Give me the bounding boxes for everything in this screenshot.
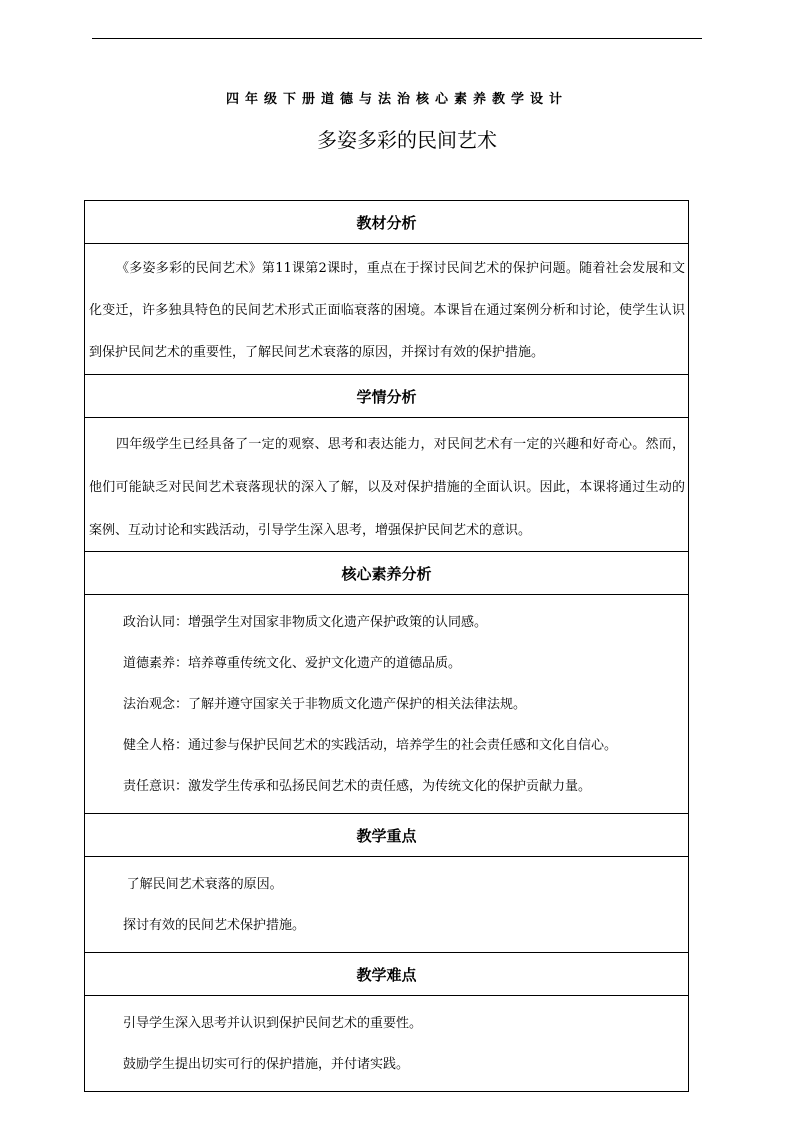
section-heading-difficulties: 教学难点 [85,953,689,996]
list-item: 责任意识：激发学生传承和弘扬民间艺术的责任感，为传统文化的保护贡献力量。 [123,778,592,793]
section-heading-core: 核心素养分析 [85,552,689,595]
section-body-key-points [85,857,689,953]
section-body-core [85,595,689,814]
section-heading-material: 教材分析 [85,201,689,244]
section-heading-students: 学情分析 [85,375,689,418]
list-item: 探讨有效的民间艺术保护措施。 [123,917,306,932]
student-analysis-text: 四年级学生已经具备了一定的观察、思考和表达能力，对民间艺术有一定的兴趣和好奇心。然而，他们可能缺乏对民间艺术衰落现状的深入了解，以及对保护措施的全面认识。因此，本课将通过生动的案例、互动讨论和实践活动，引导学生深入思考，增强保护民间艺术的意识。 [89,436,685,537]
material-analysis-text: 《多姿多彩的民间艺术》第11课第2课时，重点在于探讨民间艺术的保护问题。随着社会发展和文化变迁，许多独具特色的民间艺术形式正面临衰落的困境。本课旨在通过案例分析和讨论，使学生认识到保护民间艺术的重要性，了解民间艺术衰落的原因，并探讨有效的保护措施。 [89,261,685,360]
list-item: 健全人格：通过参与保护民间艺术的实践活动，培养学生的社会责任感和文化自信心。 [123,737,618,752]
list-item: 道德素养：培养尊重传统文化、爱护文化遗产的道德品质。 [123,655,462,670]
section-body-material [85,244,689,375]
header-rule [92,38,702,39]
list-item: 法治观念：了解并遵守国家关于非物质文化遗产保护的相关法律法规。 [123,696,527,711]
section-body-students [85,418,689,552]
core-literacy-list [85,595,688,813]
lesson-design-table [84,200,689,1092]
list-item: 了解民间艺术衰落的原因。 [123,876,283,891]
section-body-difficulties [85,996,689,1092]
section-heading-key-points: 教学重点 [85,814,689,857]
key-points-list [85,857,688,952]
list-item: 鼓励学生提出切实可行的保护措施，并付诸实践。 [123,1056,410,1071]
list-item: 引导学生深入思考并认识到保护民间艺术的重要性。 [123,1015,423,1030]
list-item: 政治认同：增强学生对国家非物质文化遗产保护政策的认同感。 [123,614,488,629]
document-header: 四年级下册道德与法治核心素养教学设计 [225,91,568,106]
difficulties-list [85,996,688,1091]
lesson-title: 多姿多彩的民间艺术 [317,128,497,152]
